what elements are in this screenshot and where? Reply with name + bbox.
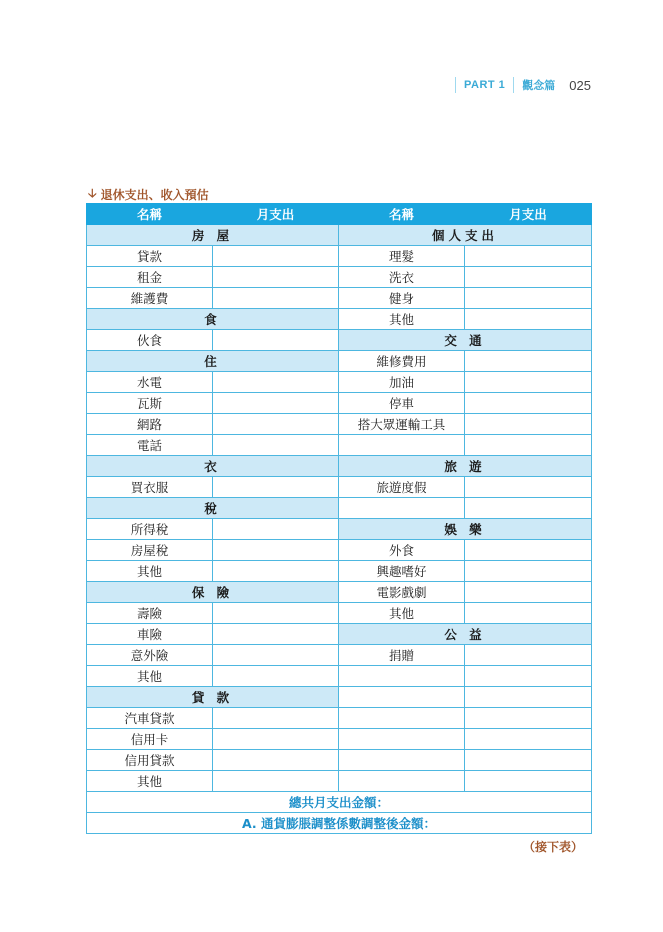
item-name: 其他 [87,666,213,687]
category-header: 食 [87,309,339,330]
total-row [87,813,592,834]
category-header: 衣 [87,456,339,477]
item-name [339,729,465,750]
amount-cell [465,771,592,792]
amount-cell [465,498,592,519]
amount-cell [465,750,592,771]
table-row [87,393,592,414]
table-row [87,603,592,624]
item-name: 興趣嗜好 [339,561,465,582]
amount-cell [213,267,339,288]
table-row [87,645,592,666]
item-name: 伙食 [87,330,213,351]
amount-cell [213,414,339,435]
item-name: 其他 [87,771,213,792]
item-name: 其他 [87,561,213,582]
amount-cell [213,771,339,792]
category-header: 住 [87,351,339,372]
amount-cell [213,246,339,267]
table-row [87,267,592,288]
item-name: 捐贈 [339,645,465,666]
amount-cell [465,288,592,309]
table-row [87,561,592,582]
item-name [339,750,465,771]
item-name: 網路 [87,414,213,435]
category-header: 交 通 [339,330,592,351]
amount-cell [213,372,339,393]
amount-cell [213,477,339,498]
category-header: 娛 樂 [339,519,592,540]
table-row [87,729,592,750]
category-header: 旅 遊 [339,456,592,477]
amount-cell [213,729,339,750]
page-header [447,76,591,94]
amount-cell [465,729,592,750]
amount-cell [465,687,592,708]
amount-cell [465,393,592,414]
arrow-down-icon: 🡣 [88,186,97,200]
item-name [339,708,465,729]
item-name: 車險 [87,624,213,645]
amount-cell [213,330,339,351]
category-header: 房 屋 [87,225,339,246]
amount-cell [213,645,339,666]
expense-table [86,203,592,834]
total-label: A. 通貨膨脹調整係數調整後金額： [87,813,592,834]
table-row [87,288,592,309]
item-name: 停車 [339,393,465,414]
amount-cell [465,414,592,435]
table-header-row [87,204,592,225]
table-row [87,498,592,519]
table-row [87,456,592,477]
item-name: 買衣服 [87,477,213,498]
amount-cell [465,561,592,582]
table-row [87,477,592,498]
part-label: PART 1 [463,79,506,91]
item-name: 貸款 [87,246,213,267]
table-row [87,246,592,267]
amount-cell [465,582,592,603]
item-name: 旅遊度假 [339,477,465,498]
table-row [87,351,592,372]
item-name: 意外險 [87,645,213,666]
item-name [339,498,465,519]
item-name: 維修費用 [339,351,465,372]
category-header: 保 險 [87,582,339,603]
table-caption [88,184,209,205]
item-name: 信用貸款 [87,750,213,771]
item-name: 搭大眾運輸工具 [339,414,465,435]
column-header: 名稱 [87,204,213,225]
item-name: 其他 [339,309,465,330]
item-name [339,687,465,708]
category-header: 公 益 [339,624,592,645]
table-row [87,414,592,435]
item-name: 健身 [339,288,465,309]
header-divider [455,77,456,93]
table-row [87,666,592,687]
amount-cell [213,666,339,687]
item-name: 電影戲劇 [339,582,465,603]
table-row [87,372,592,393]
item-name [339,666,465,687]
table-row [87,708,592,729]
amount-cell [465,309,592,330]
item-name: 瓦斯 [87,393,213,414]
column-header: 月支出 [213,204,339,225]
column-header: 月支出 [465,204,592,225]
section-label: 觀念篇 [522,79,556,92]
amount-cell [213,750,339,771]
item-name: 維護費 [87,288,213,309]
table-row [87,330,592,351]
item-name: 租金 [87,267,213,288]
item-name: 洗衣 [339,267,465,288]
page-number: 025 [569,77,591,93]
amount-cell [465,645,592,666]
amount-cell [465,351,592,372]
item-name: 電話 [87,435,213,456]
column-header: 名稱 [339,204,465,225]
amount-cell [213,393,339,414]
amount-cell [465,267,592,288]
amount-cell [213,708,339,729]
item-name: 水電 [87,372,213,393]
item-name: 信用卡 [87,729,213,750]
item-name [339,771,465,792]
category-header: 貸 款 [87,687,339,708]
table-row [87,582,592,603]
amount-cell [465,708,592,729]
amount-cell [213,540,339,561]
amount-cell [465,435,592,456]
amount-cell [213,624,339,645]
table-row [87,624,592,645]
table-row [87,225,592,246]
caption-text: 退休支出、收入預估 [100,188,209,202]
amount-cell [465,603,592,624]
table-row [87,687,592,708]
amount-cell [213,519,339,540]
amount-cell [465,540,592,561]
total-row [87,792,592,813]
item-name: 所得稅 [87,519,213,540]
item-name: 汽車貸款 [87,708,213,729]
table-row [87,519,592,540]
item-name [339,435,465,456]
amount-cell [465,246,592,267]
category-header: 稅 [87,498,339,519]
item-name: 房屋稅 [87,540,213,561]
table-row [87,750,592,771]
table-row [87,435,592,456]
amount-cell [465,666,592,687]
item-name: 其他 [339,603,465,624]
amount-cell [213,561,339,582]
header-divider-2 [513,77,514,93]
amount-cell [213,435,339,456]
category-header: 個人支出 [339,225,592,246]
table-row [87,540,592,561]
amount-cell [465,477,592,498]
continued-note: （接下表） [522,840,583,854]
table-row [87,309,592,330]
amount-cell [213,603,339,624]
item-name: 加油 [339,372,465,393]
item-name: 理髮 [339,246,465,267]
total-label: 總共月支出金額： [87,792,592,813]
table-row [87,771,592,792]
item-name: 壽險 [87,603,213,624]
amount-cell [465,372,592,393]
amount-cell [213,288,339,309]
item-name: 外食 [339,540,465,561]
